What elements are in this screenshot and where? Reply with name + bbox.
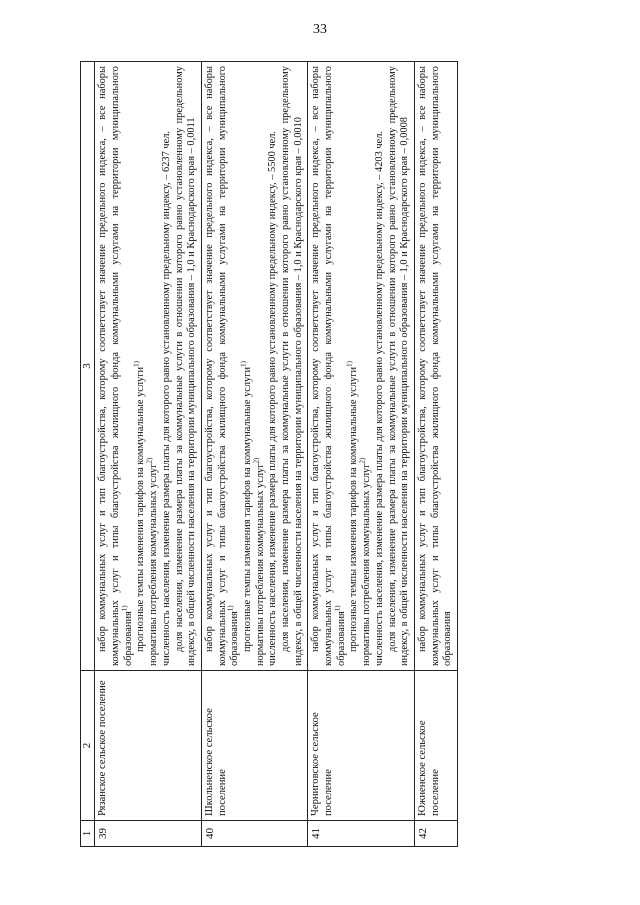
row-number: 40 (201, 821, 308, 847)
indices-table (80, 61, 458, 847)
row-description (201, 62, 308, 671)
row-description (308, 62, 415, 671)
description-paragraph: прогнозные темпы изменения тарифов на коммунальные услуги$^{1)}$ (239, 361, 253, 652)
page-number: 33 (313, 22, 327, 37)
footnote-ref: 1) (133, 361, 141, 367)
rotated-table-area (80, 62, 580, 847)
settlement-name: Черниговское сельское поселение (308, 671, 415, 821)
row-number: 41 (308, 821, 415, 847)
description-paragraph: доля населения, изменение размера платы за коммунальные услуги в отношении которого равно установленному предельному индексу, в общей численности населения на территории муниципального образования – 1,0 и Краснодарского края – 0,0010 (280, 66, 304, 666)
table-row (95, 62, 202, 847)
row-description (95, 62, 202, 671)
settlement-name: Южненское сельское поселение (414, 671, 457, 821)
rotated-table-container (80, 62, 580, 847)
settlement-name: Рязанское сельское поселение (95, 671, 202, 821)
header-col-1: 1 (81, 821, 95, 847)
footnote-ref: 1) (239, 361, 248, 367)
description-paragraph: прогнозные темпы изменения тарифов на коммунальные услуги$^{1)}$ (133, 361, 147, 652)
description-paragraph: набор коммунальных услуг и тип благоустройства, которому соответствует значение предельного индекса, – все наборы коммунальных услуг и типы благоустройства жилищного фонда коммунальными услугами на территории муниципального образования$^{1)}$ (310, 66, 347, 666)
description-paragraph: прогнозные темпы изменения тарифов на коммунальные услуги$^{1)}$ (346, 361, 360, 652)
footnote-ref: 1) (226, 605, 235, 612)
description-paragraph: нормативы потребления коммунальных услуг$^{2)}$ (145, 457, 160, 666)
description-paragraph: нормативы потребления коммунальных услуг$^{2)}$ (252, 457, 266, 666)
footnote-ref: 2) (145, 457, 154, 464)
table-row (308, 62, 415, 847)
settlement-name: Школьненское сельское поселение (201, 671, 308, 821)
description-paragraph: нормативы потребления коммунальных услуг$^{2)}$ (358, 457, 373, 666)
header-col-2: 2 (81, 671, 95, 821)
description-paragraph: численность населения, изменение размера платы для которого равно установленному предельному индексу, – 5500 чел. (267, 130, 279, 666)
description-paragraph: набор коммунальных услуг и тип благоустройства, которому соответствует значение предельного индекса, – все наборы коммунальных услуг и типы благоустройства жилищного фонда коммунальными услугами на территории муниципального образования (416, 66, 454, 666)
footnote-ref: 1) (333, 605, 342, 612)
row-description (414, 62, 457, 671)
description-paragraph: доля населения, изменение размера платы за коммунальные услуги в отношении которого равно установленному предельному индексу, в общей численности населения на территории муниципального образования – 1,0 и Краснодарского края – 0,0011 (173, 66, 198, 666)
footnote-ref: 1) (346, 361, 354, 367)
description-paragraph: численность населения, изменение размера платы для которого равно установленному предельному индексу, – 4203 чел. (373, 130, 385, 666)
row-number: 42 (414, 821, 457, 847)
footnote-ref: 2) (358, 457, 367, 464)
description-paragraph: набор коммунальных услуг и тип благоустройства, которому соответствует значение предельного индекса, – все наборы коммунальных услуг и типы благоустройства жилищного фонда коммунальными услугами на территории муниципального образования$^{1)}$ (97, 66, 134, 666)
description-paragraph: численность населения, изменение размера платы для которого равно установленному предельному индексу, – 6237 чел. (160, 130, 172, 666)
header-col-3: 3 (81, 62, 95, 671)
footnote-ref: 1) (120, 605, 129, 612)
description-paragraph: набор коммунальных услуг и тип благоустройства, которому соответствует значение предельного индекса, – все наборы коммунальных услуг и типы благоустройства жилищного фонда коммунальными услугами на территории муниципального образования$^{1)}$ (203, 66, 241, 666)
table-header-row (81, 62, 95, 847)
row-number: 39 (95, 821, 202, 847)
footnote-ref: 2) (252, 457, 261, 464)
description-paragraph: доля населения, изменение размера платы за коммунальные услуги в отношении которого равно установленному предельному индексу, в общей численности населения на территории муниципального образования – 1,0 и Краснодарского края – 0,0008 (386, 66, 411, 666)
table-row (414, 62, 457, 847)
table-row (201, 62, 308, 847)
